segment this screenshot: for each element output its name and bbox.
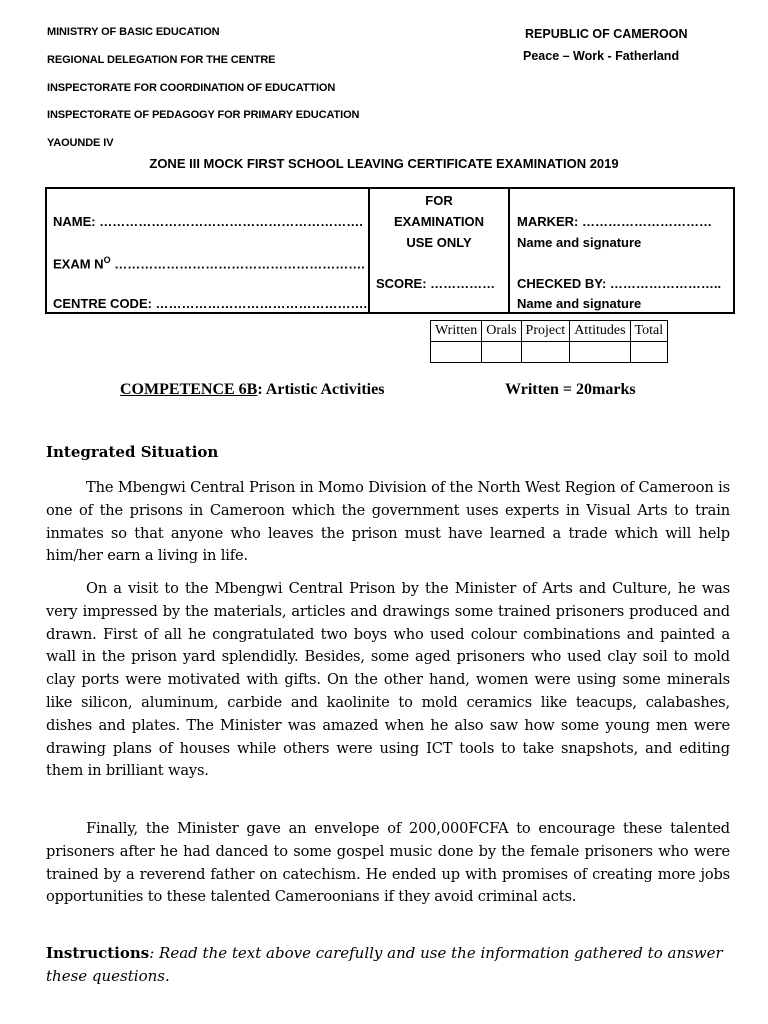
name-field[interactable]: NAME: ……………………………………………………. xyxy=(53,214,363,229)
marks-header-row xyxy=(431,321,668,342)
checked-by-field[interactable]: CHECKED BY: …………………….. xyxy=(517,276,722,291)
instructions xyxy=(46,942,730,988)
score-field[interactable]: SCORE: …………… xyxy=(376,276,496,291)
regional-delegation-line: REGIONAL DELEGATION FOR THE CENTRE xyxy=(47,54,276,66)
marks-entry-row xyxy=(431,342,668,363)
marks-cell-attitudes[interactable] xyxy=(570,342,630,363)
marks-header-total: Total xyxy=(630,321,668,342)
country-name: REPUBLIC OF CAMEROON xyxy=(525,27,688,41)
marks-header-written: Written xyxy=(431,321,482,342)
marks-cell-total[interactable] xyxy=(630,342,668,363)
marker-signature-label: Name and signature xyxy=(517,235,642,250)
instructions-label: Instructions xyxy=(46,944,150,962)
ministry-line: MINISTRY OF BASIC EDUCATION xyxy=(47,26,220,38)
country-motto: Peace – Work - Fatherland xyxy=(523,49,680,63)
marks-header-attitudes: Attitudes xyxy=(570,321,630,342)
marks-header-orals: Orals xyxy=(482,321,521,342)
exam-use-label-3: USE ONLY xyxy=(406,235,472,250)
inspectorate-coordination-line: INSPECTORATE FOR COORDINATION OF EDUCATTION xyxy=(47,82,336,94)
yaounde-line: YAOUNDE IV xyxy=(47,137,114,149)
competence-title: COMPETENCE 6B: Artistic Activities xyxy=(120,381,385,398)
exam-title: ZONE III MOCK FIRST SCHOOL LEAVING CERTIFICATE EXAMINATION 2019 xyxy=(149,156,619,171)
exam-use-label-2: EXAMINATION xyxy=(393,214,485,229)
section-title: Integrated Situation xyxy=(46,443,219,461)
exam-use-label-1: FOR xyxy=(425,193,453,208)
marks-cell-project[interactable] xyxy=(521,342,570,363)
paragraph-3: Finally, the Minister gave an envelope of 200,000FCFA to encourage these talented prisoners after he had danced to some gospel music done by the female prisoners who were trained by a reverend father on catechism. He ended up with promises of creating more jobs opportunities to these talented Cameroonians if they avoid criminal acts. xyxy=(46,820,730,906)
instructions-text: : Read the text above carefully and use the information gathered to answer these questions. xyxy=(46,944,723,985)
paragraph-2: On a visit to the Mbengwi Central Prison by the Minister of Arts and Culture, he was very impressed by the materials, articles and drawings some trained prisoners produced and drawn. First of all he congratulated two boys who used colour combinations and painted a wall in the prison yard splendidly. Besides, some aged prisoners who used clay soil to mold clay ports were motivated with gifts. On the other hand, women were using some minerals like silicon, aluminum, carbide and kaolinite to mold ceramics like teacups, calabashes, dishes and plates. The Minister was amazed when he also saw how some young men were drawing plans of houses while others were using ICT tools to take snapshots, and editing them in brilliant ways. xyxy=(46,580,730,780)
paragraph-1: The Mbengwi Central Prison in Momo Division of the North West Region of Cameroon is one of the prisons in Cameroon which the government uses experts in Visual Arts to train inmates so that anyone who leaves the prison must have learned a trade which will help him/her earn a living in life. xyxy=(46,479,730,565)
marks-table xyxy=(430,320,668,363)
exam-number-field[interactable]: EXAM $N^O$ …………………………………………………. xyxy=(53,255,365,272)
marker-field[interactable]: MARKER: ………………………… xyxy=(517,214,712,229)
marks-cell-written[interactable] xyxy=(431,342,482,363)
marks-header-project: Project xyxy=(521,321,570,342)
checked-signature-label: Name and signature xyxy=(517,296,642,311)
marks-cell-orals[interactable] xyxy=(482,342,521,363)
centre-code-field[interactable]: CENTRE CODE: …………………………………………. xyxy=(53,296,368,311)
candidate-info-box xyxy=(45,187,735,314)
inspectorate-pedagogy-line: INSPECTORATE OF PEDAGOGY FOR PRIMARY EDUCATION xyxy=(47,109,360,121)
competence-marks: Written = 20marks xyxy=(505,381,636,398)
